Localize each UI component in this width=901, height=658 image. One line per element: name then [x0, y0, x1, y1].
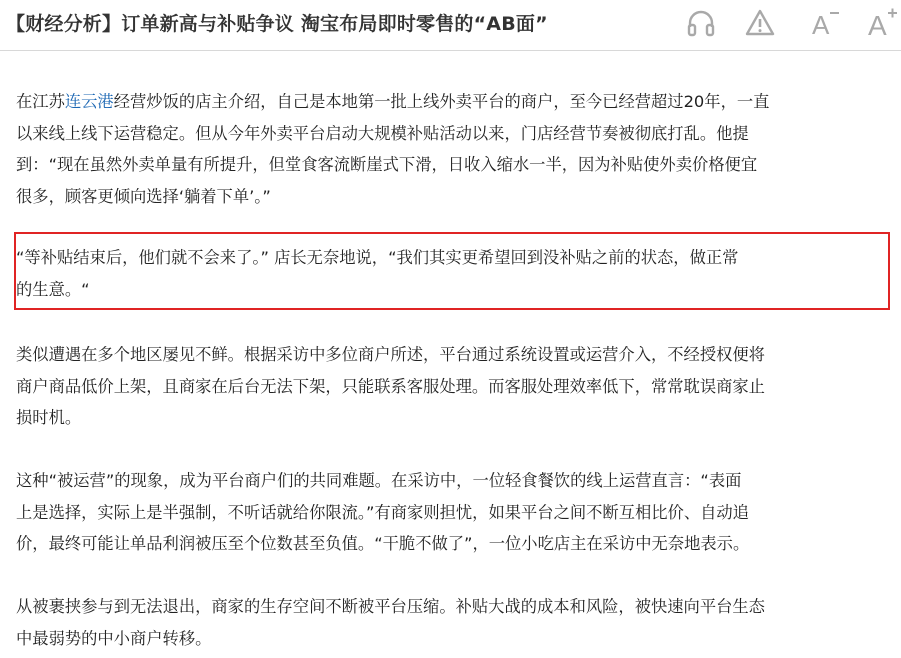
location-link[interactable]: 连云港: [64, 92, 114, 111]
paragraph-line: [16, 86, 769, 118]
headphones-icon: [684, 6, 718, 40]
paragraph-line: 损时机。: [16, 408, 82, 427]
paragraph-1: [16, 86, 769, 212]
article-title: 【财经分析】订单新高与补贴争议 淘宝布局即时零售的“AB面”: [6, 13, 548, 35]
text-span: 在江苏: [16, 92, 65, 111]
report-button[interactable]: [743, 6, 777, 40]
paragraph-line: 上是选择，实际上是半强制，不听话就给你限流。”有商家则担忧，如果平台之间不断互相比价、自动追: [16, 502, 749, 522]
paragraph-line: 从被裹挟参与到无法退出，商家的生存空间不断被平台压缩。补贴大战的成本和风险，被快速向平台生态: [16, 597, 765, 616]
paragraph-line: 这种“被运营”的现象，成为平台商户们的共同难题。在采访中，一位轻食餐饮的线上运营直言：“表面: [16, 471, 742, 490]
paragraph-4: [16, 465, 749, 560]
font-decrease-icon: [808, 6, 842, 40]
paragraph-line: 以来线上线下运营稳定。但从今年外卖平台启动大规模补贴活动以来，门店经营节奏被彻底打乱。他提: [16, 123, 749, 143]
font-increase-button[interactable]: [866, 6, 900, 40]
highlighted-quote-box: [14, 232, 890, 310]
font-increase-icon: [866, 6, 900, 40]
paragraph-line: 价，最终可能让单品利润被压至个位数甚至负值。“干脆不做了”，一位小吃店主在采访中无奈地表示。: [16, 534, 750, 553]
warning-icon: [743, 6, 777, 40]
article-header: [0, 0, 901, 51]
svg-text:A: A: [812, 10, 830, 40]
paragraph-line: 很多，顾客更倾向选择‘躺着下单’。”: [16, 186, 271, 206]
svg-text:A: A: [868, 10, 887, 40]
text-span: 经营炒饭的店主介绍，自己是本地第一批上线外卖平台的商户，至今已经营超过20年，一直: [113, 92, 770, 111]
paragraph-line: 的生意。“: [16, 279, 90, 299]
listen-button[interactable]: [684, 6, 718, 40]
font-decrease-button[interactable]: [808, 6, 842, 40]
paragraph-line: 中最弱势的中小商户转移。: [16, 628, 212, 648]
paragraph-5: [16, 591, 765, 654]
paragraph-line: 商户商品低价上架，且商家在后台无法下架，只能联系客服处理。而客服处理效率低下，常常耽误商家止: [16, 376, 765, 396]
paragraph-3: [16, 339, 765, 434]
paragraph-line: 类似遭遇在多个地区屡见不鲜。根据采访中多位商户所述，平台通过系统设置或运营介入，不经授权便将: [16, 345, 765, 364]
paragraph-line: “等补贴结束后，他们就不会来了。” 店长无奈地说，“我们其实更希望回到没补贴之前的状态，做正常: [16, 248, 739, 267]
paragraph-line: 到：“现在虽然外卖单量有所提升，但堂食客流断崖式下滑，日收入缩水一半，因为补贴使外卖价格便宜: [16, 155, 758, 174]
paragraph-2: [16, 242, 738, 305]
